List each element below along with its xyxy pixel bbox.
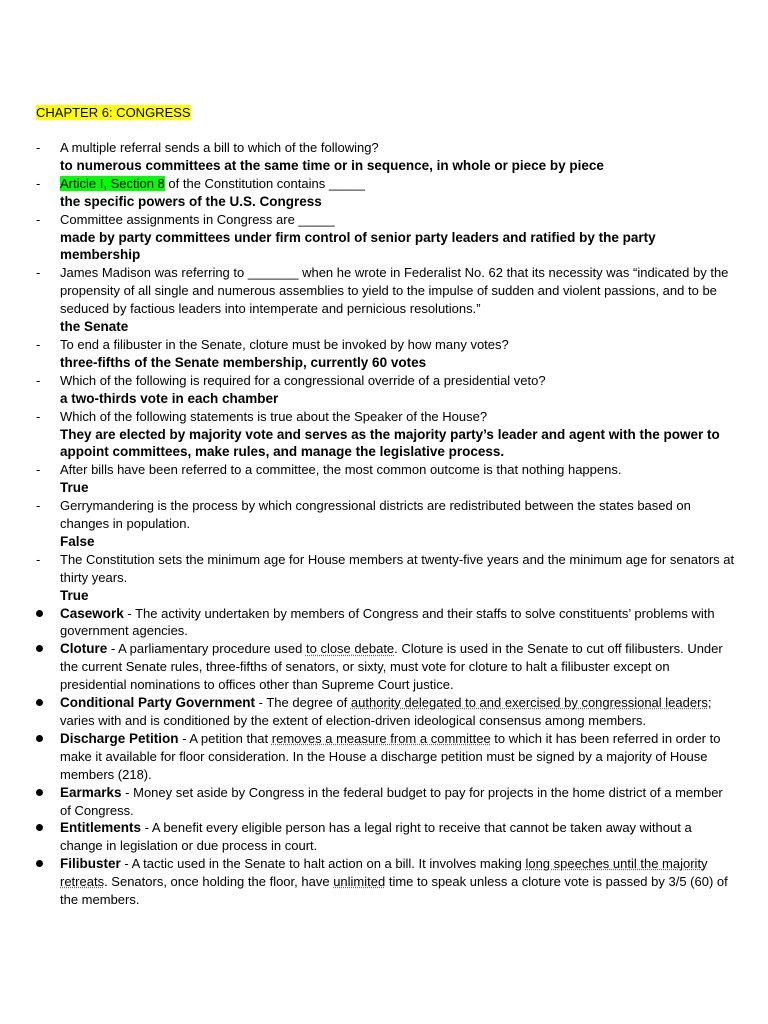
bullet-icon: [36, 645, 43, 652]
underlined-phrase: to close debate: [305, 641, 395, 657]
dash-marker: [36, 175, 48, 193]
bullet-icon: [36, 735, 43, 742]
question-text: Which of the following statements is true about the Speaker of the House?: [60, 408, 488, 424]
dash-marker: [36, 336, 48, 354]
question-text: A multiple referral sends a bill to which of the following?: [60, 140, 379, 155]
underlined-word: unlimited: [333, 874, 386, 890]
term-definition: - A tactic used in the Senate to halt action on a bill. It involves making: [120, 856, 526, 872]
list-item: [36, 211, 736, 265]
term-item-entitlements: [36, 819, 736, 855]
list-item: [36, 551, 736, 605]
term-label: Entitlements: [60, 820, 142, 836]
study-list: [36, 139, 736, 909]
term-definition: - The activity undertaken by members of Congress and their staffs to solve constituents’ problems with government agencies.: [60, 605, 715, 639]
underlined-phrase: removes a measure from a committee: [271, 730, 491, 746]
answer-text: They are elected by majority vote and serves as the majority party’s leader and agent with the power to appoint committees, make rules, and manage the legislative process.: [60, 426, 720, 460]
dash-marker: [36, 139, 48, 157]
question-rest: of the Constitution contains _____: [164, 175, 365, 191]
term-item-casework: [36, 605, 736, 641]
term-definition-end: time to speak unless a cloture vote is passed by 3/5 (60) of the members.: [60, 874, 728, 908]
list-item: [36, 264, 736, 336]
question-text: To end a filibuster in the Senate, cloture must be invoked by how many votes?: [60, 336, 509, 352]
dash-marker: [36, 497, 48, 515]
answer-text: three-fifths of the Senate membership, currently 60 votes: [60, 354, 427, 370]
bullet-icon: [36, 824, 43, 831]
list-item: [36, 175, 736, 211]
answer-text: False: [60, 533, 95, 549]
term-label: Discharge Petition: [60, 730, 179, 746]
term-label: Cloture: [60, 641, 108, 657]
question-text: [60, 175, 736, 193]
bullet-icon: [36, 699, 43, 706]
answer-text: the specific powers of the U.S. Congress: [60, 193, 322, 209]
answer-text: True: [60, 480, 89, 496]
question-text: After bills have been referred to a committee, the most common outcome is that nothing happens.: [60, 462, 622, 478]
list-item: [36, 336, 736, 372]
term-definition-cont: to which it has been referred in order to make it available for floor consideration. In the House a discharge petition must be signed by a majority of House members (218).: [60, 730, 721, 782]
term-item-earmarks: [36, 784, 736, 820]
chapter-title: [36, 104, 191, 122]
term-definition: - A benefit every eligible person has a legal right to receive that cannot be taken away without a change in legislation or due process in court.: [60, 820, 692, 854]
term-definition: - A parliamentary procedure used: [107, 641, 306, 657]
term-definition: - A petition that: [178, 730, 272, 746]
underlined-phrase: long speeches until the majority retreats: [60, 856, 708, 890]
term-definition-cont: ; varies with and is conditioned by the extent of election-driven ideological consensus among members.: [60, 695, 712, 728]
question-text: James Madison was referring to _______ when he wrote in Federalist No. 62 that its necessity was “indicated by the propensity of all single and numerous assemblies to yield to the impulse of sudden and violent passions, and to be seduced by factious leaders into intemperate and pernicious resolutions.”: [60, 265, 729, 317]
bullet-icon: [36, 860, 43, 867]
list-item: [36, 139, 736, 175]
chapter-title-text: CHAPTER 6: CONGRESS: [36, 105, 191, 120]
dash-marker: [36, 408, 48, 426]
term-label: Conditional Party Government: [60, 695, 256, 711]
term-label: Earmarks: [60, 784, 122, 800]
answer-text: made by party committees under firm control of senior party leaders and ratified by the party membership: [60, 229, 656, 263]
list-item: [36, 408, 736, 462]
term-definition: - The degree of: [255, 695, 351, 711]
answer-text: a two-thirds vote in each chamber: [60, 390, 279, 406]
bullet-icon: [36, 789, 43, 796]
term-item-conditional-party-government: [36, 694, 736, 730]
highlighted-text: Article I, Section 8: [60, 175, 165, 191]
term-label: Casework: [60, 605, 124, 621]
question-text: Gerrymandering is the process by which congressional districts are redistributed between the states based on changes in population.: [60, 498, 691, 532]
term-item-filibuster: [36, 855, 736, 909]
term-definition: - Money set aside by Congress in the federal budget to pay for projects in the home district of a member of Congress.: [60, 784, 723, 818]
dash-marker: [36, 372, 48, 390]
answer-text: to numerous committees at the same time or in sequence, in whole or piece by piece: [60, 157, 604, 173]
question-text: Committee assignments in Congress are _____: [60, 211, 335, 227]
term-definition-cont: . Senators, once holding the floor, have: [104, 874, 334, 890]
dash-marker: [36, 551, 48, 569]
question-text: The Constitution sets the minimum age for House members at twenty-five years and the minimum age for senators at thirty years.: [60, 551, 735, 585]
list-item: [36, 461, 736, 497]
underlined-phrase: authority delegated to and exercised by congressional leaders: [350, 695, 708, 711]
list-item: [36, 497, 736, 551]
list-item: [36, 372, 736, 408]
term-definition-cont: . Cloture is used in the Senate to cut off filibusters. Under the current Senate rules, three-fifths of senators, or sixty, must vote for cloture to halt a filibuster except on presidential nominations to offices other than Supreme Court justice.: [60, 641, 723, 693]
dash-marker: [36, 461, 48, 479]
answer-text: True: [60, 587, 89, 603]
dash-marker: [36, 264, 48, 282]
term-label: Filibuster: [60, 856, 121, 872]
question-text: Which of the following is required for a congressional override of a presidential veto?: [60, 372, 546, 388]
bullet-icon: [36, 610, 43, 617]
dash-marker: [36, 211, 48, 229]
answer-text: the Senate: [60, 319, 129, 335]
term-item-cloture: [36, 640, 736, 694]
term-item-discharge-petition: [36, 730, 736, 784]
